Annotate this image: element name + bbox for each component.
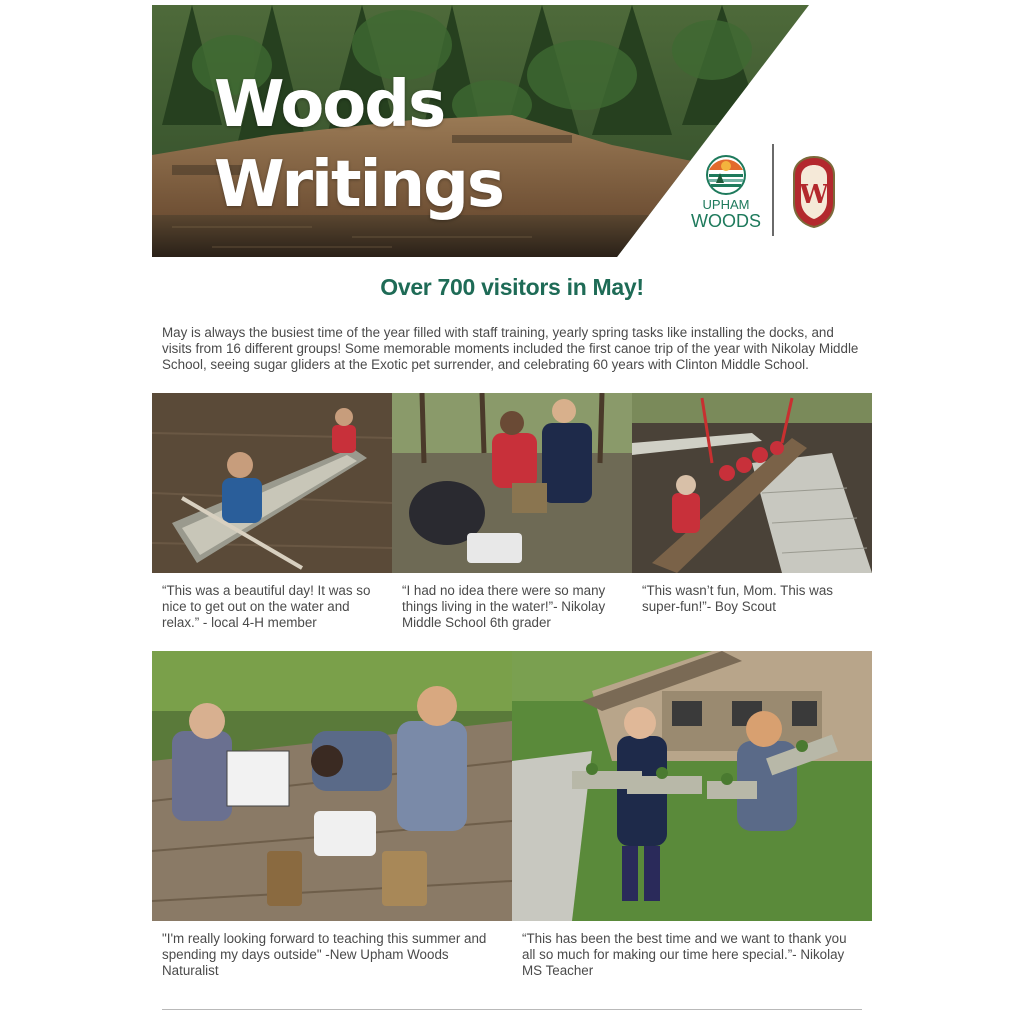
logo-woods-text: WOODS: [691, 211, 761, 231]
section-divider: [162, 1009, 862, 1010]
canoe-photo: [152, 393, 392, 573]
naturalists-photo: [152, 651, 512, 921]
title-line-1: Woods: [214, 68, 445, 142]
quote-caption-5: “This has been the best time and we want to thank you all so much for making our time here special.”- Nikolay MS Teacher: [522, 931, 847, 978]
uw-crest-logo: [790, 155, 838, 229]
plant-trays-photo: [512, 651, 872, 921]
quote-caption-1: “This was a beautiful day! It was so nice to get out on the water and relax.” - local 4-H member: [162, 583, 371, 630]
quote-caption-4: "I'm really looking forward to teaching this summer and spending my days outside" -New Upham Woods Naturalist: [162, 931, 487, 978]
title-line-2: Writings: [214, 148, 503, 222]
headline: Over 700 visitors in May!: [380, 274, 644, 300]
pond-study-photo: [392, 393, 632, 573]
dock-canoe-photo: [632, 393, 872, 573]
newsletter-title: [214, 65, 503, 225]
crest-letter: W: [799, 180, 829, 210]
quote-caption-3: “This wasn’t fun, Mom. This was super-fun!”- Boy Scout: [642, 583, 833, 614]
logo-upham-text: UPHAM: [702, 197, 750, 212]
upham-woods-logo: [686, 153, 766, 233]
intro-paragraph: May is always the busiest time of the year filled with staff training, yearly spring tasks like installing the docks, and visits from 16 different groups! Some memorable moments included the first canoe trip of the year with Nikolay Middle School, seeing sugar gliders at the Exotic pet surrender, and celebrating 60 years with Clinton Middle School.: [162, 325, 859, 372]
header-banner: [152, 5, 872, 257]
quote-caption-2: “I had no idea there were so many things living in the water!”- Nikolay Middle School 6th grader: [402, 583, 606, 630]
logo-divider: [772, 144, 774, 236]
